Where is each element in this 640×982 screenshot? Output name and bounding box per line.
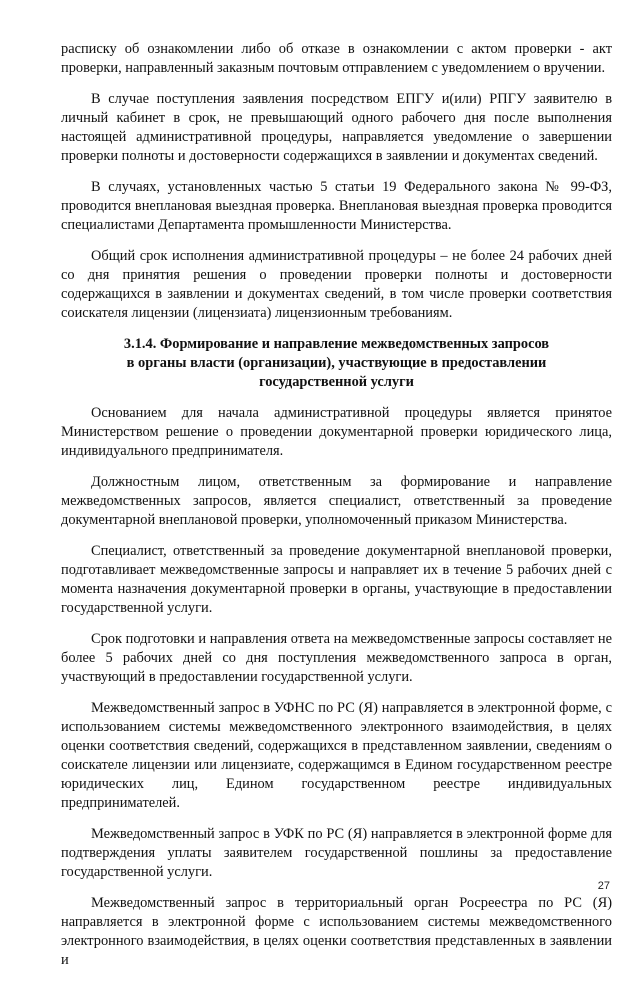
section-heading-line-3: государственной услуги xyxy=(259,374,414,390)
paragraph-responsible-official: Должностным лицом, ответственным за формирование и направление межведомственных запросов, является специалист, ответственный за проведение документарной внеплановой проверки, уполномоченный приказом Министерства. xyxy=(61,474,612,528)
paragraph-notification: В случае поступления заявления посредством ЕПГУ и(или) РПГУ заявителю в личный кабинет в срок, не превышающий одного рабочего дня после выполнения настоящей административной процедуры, направляется уведомление о завершении проверки полноты и достоверности содержащихся в заявлении и документах сведений. xyxy=(61,91,612,164)
paragraph-ufk-request: Межведомственный запрос в УФК по РС (Я) направляется в электронной форме для подтверждения уплаты заявителем государственной пошлины за предоставление государственной услуги. xyxy=(61,826,612,880)
section-heading-line-2: в органы власти (организации), участвующие в предоставлении xyxy=(126,355,547,371)
paragraph-total-term: Общий срок исполнения административной процедуры – не более 24 рабочих дней со дня принятия решения о проведении проверки полноты и достоверности содержащихся в заявлении и документах сведений, в том числе проверки соответствия соискателя лицензии (лицензиата) лицензионным требованиям. xyxy=(61,248,612,321)
section-heading xyxy=(61,335,612,392)
section-heading-line-1: 3.1.4. Формирование и направление межведомственных запросов xyxy=(123,336,550,352)
page-number: 27 xyxy=(597,880,610,892)
paragraph-continuation: расписку об ознакомлении либо об отказе в ознакомлении с актом проверки - акт проверки, направленный заказным почтовым отправлением с уведомлением о вручении. xyxy=(61,41,612,76)
paragraph-onsite-inspection: В случаях, установленных частью 5 статьи 19 Федерального закона № 99-ФЗ, проводится внеплановая выездная проверка. Внеплановая выездная проверка проводится специалистами Департамента промышленности Министерства. xyxy=(61,179,612,233)
paragraph-response-term: Срок подготовки и направления ответа на межведомственные запросы составляет не более 5 рабочих дней со дня поступления межведомственного запроса в орган, участвующий в предоставлении государственной услуги. xyxy=(61,631,612,685)
paragraph-basis: Основанием для начала административной процедуры является принятое Министерством решение о проведении документарной проверки юридического лица, индивидуального предпринимателя. xyxy=(61,405,612,459)
paragraph-rosreestr-request: Межведомственный запрос в территориальный орган Росреестра по РС (Я) направляется в электронной форме с использованием системы межведомственного электронного взаимодействия, в целях оценки соответствия представленных в заявлении и xyxy=(61,895,612,968)
document-body xyxy=(61,40,612,982)
paragraph-ufns-request: Межведомственный запрос в УФНС по РС (Я) направляется в электронной форме, с использованием системы межведомственного электронного взаимодействия, в целях оценки соответствия сведений, содержащихся в представленном заявлении, сведениям о соискателе лицензии или лицензиате, содержащимся в Едином государственном реестре юридических лиц, Едином государственном реестре индивидуальных предпринимателей. xyxy=(61,700,612,811)
paragraph-specialist: Специалист, ответственный за проведение документарной внеплановой проверки, подготавливает межведомственные запросы и направляет их в течение 5 рабочих дней с момента назначения документарной проверки в органы, участвующие в предоставлении государственной услуги. xyxy=(61,543,612,616)
